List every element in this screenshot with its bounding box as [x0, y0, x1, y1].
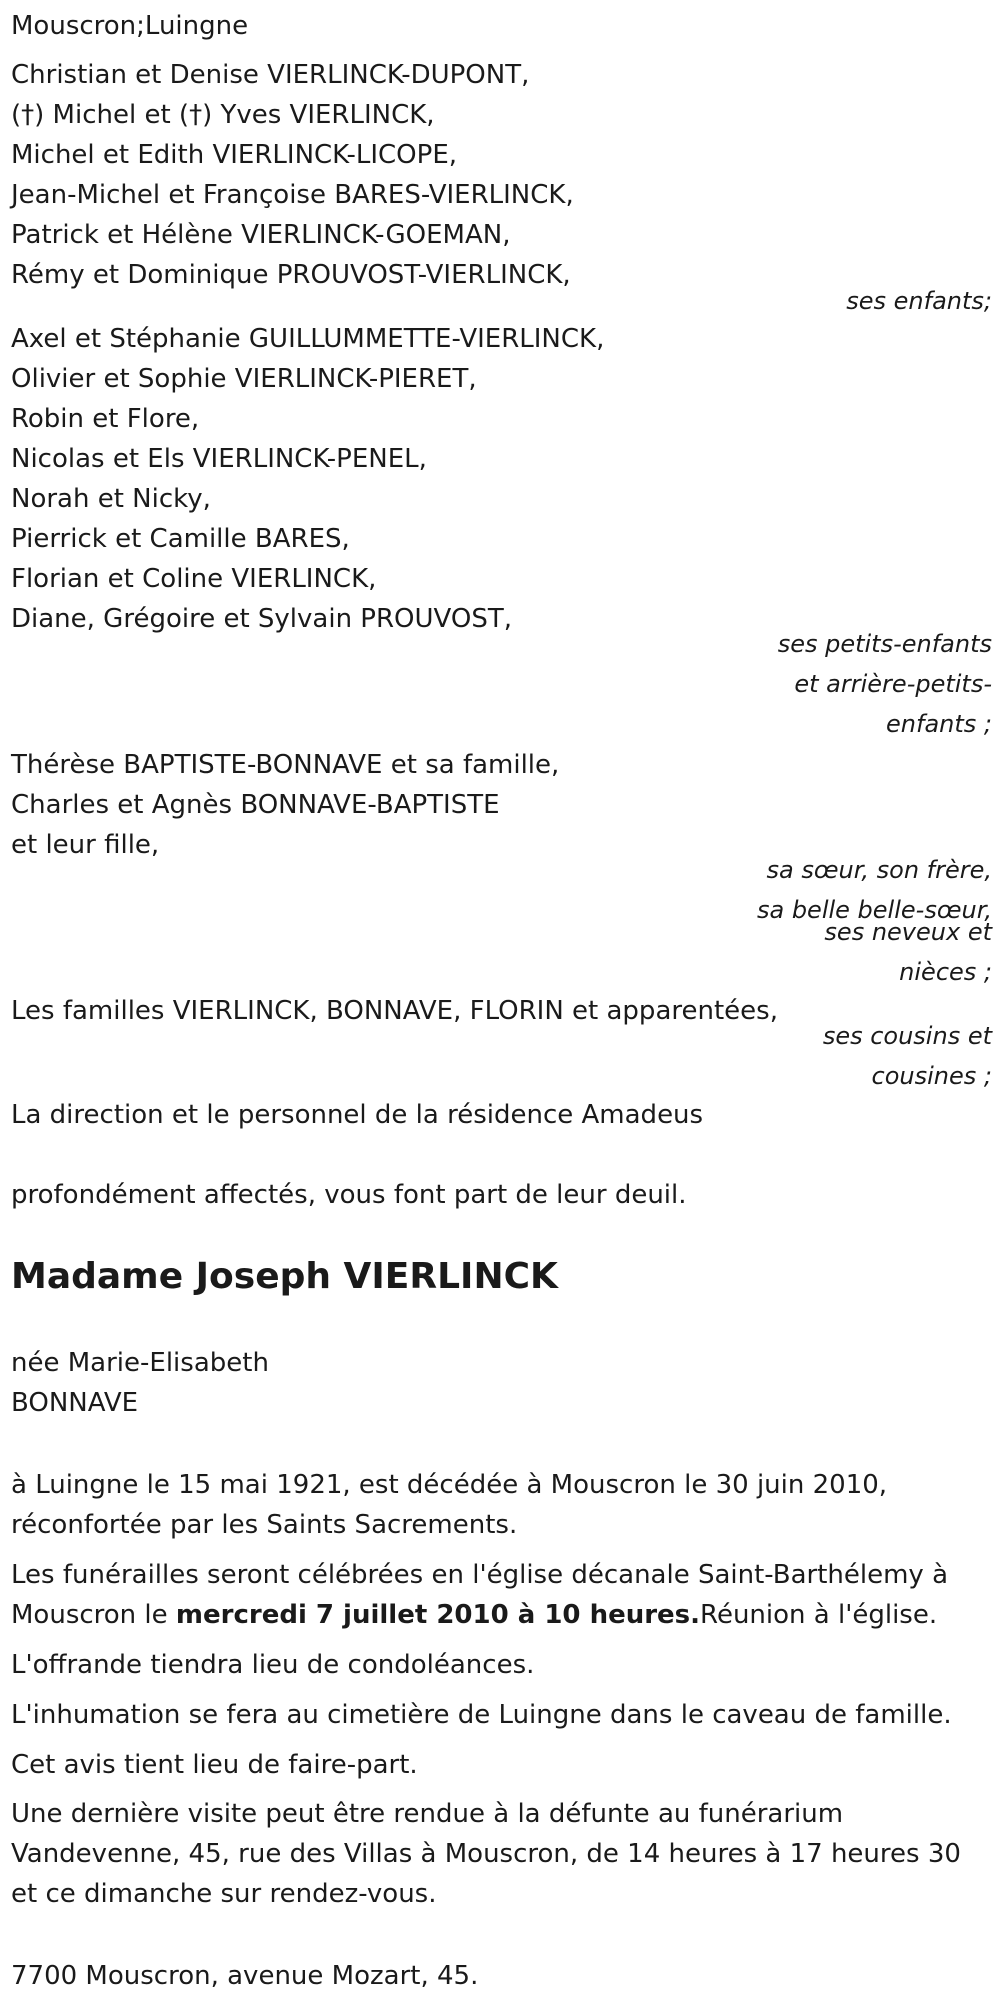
- visit-line: et ce dimanche sur rendez-vous.: [11, 1879, 437, 1909]
- deceased-name: Madame Joseph VIERLINCK: [11, 1256, 558, 1297]
- birth-death-line: réconfortée par les Saints Sacrements.: [11, 1510, 518, 1540]
- siblings-relation: nièces ;: [899, 958, 992, 986]
- faire-part-line: Cet avis tient lieu de faire-part.: [11, 1750, 418, 1780]
- location-header: Mouscron;Luingne: [11, 11, 249, 41]
- birth-death-line: à Luingne le 15 mai 1921, est décédée à Mouscron le 30 juin 2010,: [11, 1470, 888, 1500]
- born-line: BONNAVE: [11, 1388, 139, 1418]
- children-relation: ses enfants;: [846, 287, 992, 315]
- child-line: Patrick et Hélène VIERLINCK-GOEMAN,: [11, 220, 511, 250]
- funeral-date: mercredi 7 juillet 2010 à 10 heures.: [175, 1600, 701, 1630]
- inhumation-line: L'inhumation se fera au cimetière de Luingne dans le caveau de famille.: [11, 1700, 952, 1730]
- deuil-line: profondément affectés, vous font part de leur deuil.: [11, 1180, 687, 1210]
- born-line: née Marie-Elisabeth: [11, 1348, 269, 1378]
- siblings-relation: sa belle belle-sœur,: [756, 896, 992, 924]
- grandchild-line: Nicolas et Els VIERLINCK-PENEL,: [11, 444, 427, 474]
- grandchild-line: Robin et Flore,: [11, 404, 200, 434]
- sibling-line: Thérèse BAPTISTE-BONNAVE et sa famille,: [11, 750, 560, 780]
- funeral-suffix: Réunion à l'église.: [700, 1600, 938, 1630]
- child-line: Jean-Michel et Françoise BARES-VIERLINCK,: [11, 180, 574, 210]
- child-line: (†) Michel et (†) Yves VIERLINCK,: [11, 100, 435, 130]
- child-line: Michel et Edith VIERLINCK-LICOPE,: [11, 140, 458, 170]
- funeral-prefix: Mouscron le: [11, 1600, 176, 1630]
- families-line: Les familles VIERLINCK, BONNAVE, FLORIN et apparentées,: [11, 996, 778, 1026]
- visit-line: Une dernière visite peut être rendue à la défunte au funérarium: [11, 1799, 844, 1829]
- grandchild-line: Diane, Grégoire et Sylvain PROUVOST,: [11, 604, 512, 634]
- child-line: Christian et Denise VIERLINCK-DUPONT,: [11, 60, 530, 90]
- families-relation: ses cousins et: [822, 1022, 992, 1050]
- families-relation: cousines ;: [871, 1062, 992, 1090]
- grandchild-line: Olivier et Sophie VIERLINCK-PIERET,: [11, 364, 477, 394]
- grandchildren-relation: ses petits-enfants: [777, 630, 992, 658]
- sibling-line: Charles et Agnès BONNAVE-BAPTISTE: [11, 790, 500, 820]
- funeral-line: Les funérailles seront célébrées en l'église décanale Saint-Barthélemy à: [11, 1560, 949, 1590]
- grandchildren-relation: enfants ;: [886, 710, 992, 738]
- offrande-line: L'offrande tiendra lieu de condoléances.: [11, 1650, 535, 1680]
- child-line: Rémy et Dominique PROUVOST-VIERLINCK,: [11, 260, 571, 290]
- siblings-relation: ses neveux et: [824, 918, 992, 946]
- grandchild-line: Norah et Nicky,: [11, 484, 211, 514]
- residence-line: La direction et le personnel de la résidence Amadeus: [11, 1100, 704, 1130]
- sibling-line: et leur fille,: [11, 830, 160, 860]
- funeral-line-date: [11, 1595, 937, 1635]
- grandchild-line: Pierrick et Camille BARES,: [11, 524, 350, 554]
- address-line: 7700 Mouscron, avenue Mozart, 45.: [11, 1961, 479, 1991]
- grandchildren-relation: et arrière-petits-: [794, 670, 992, 698]
- siblings-relation: sa sœur, son frère,: [766, 856, 992, 884]
- grandchild-line: Axel et Stéphanie GUILLUMMETTE-VIERLINCK,: [11, 324, 605, 354]
- grandchild-line: Florian et Coline VIERLINCK,: [11, 564, 377, 594]
- visit-line: Vandevenne, 45, rue des Villas à Mouscron, de 14 heures à 17 heures 30: [11, 1839, 961, 1869]
